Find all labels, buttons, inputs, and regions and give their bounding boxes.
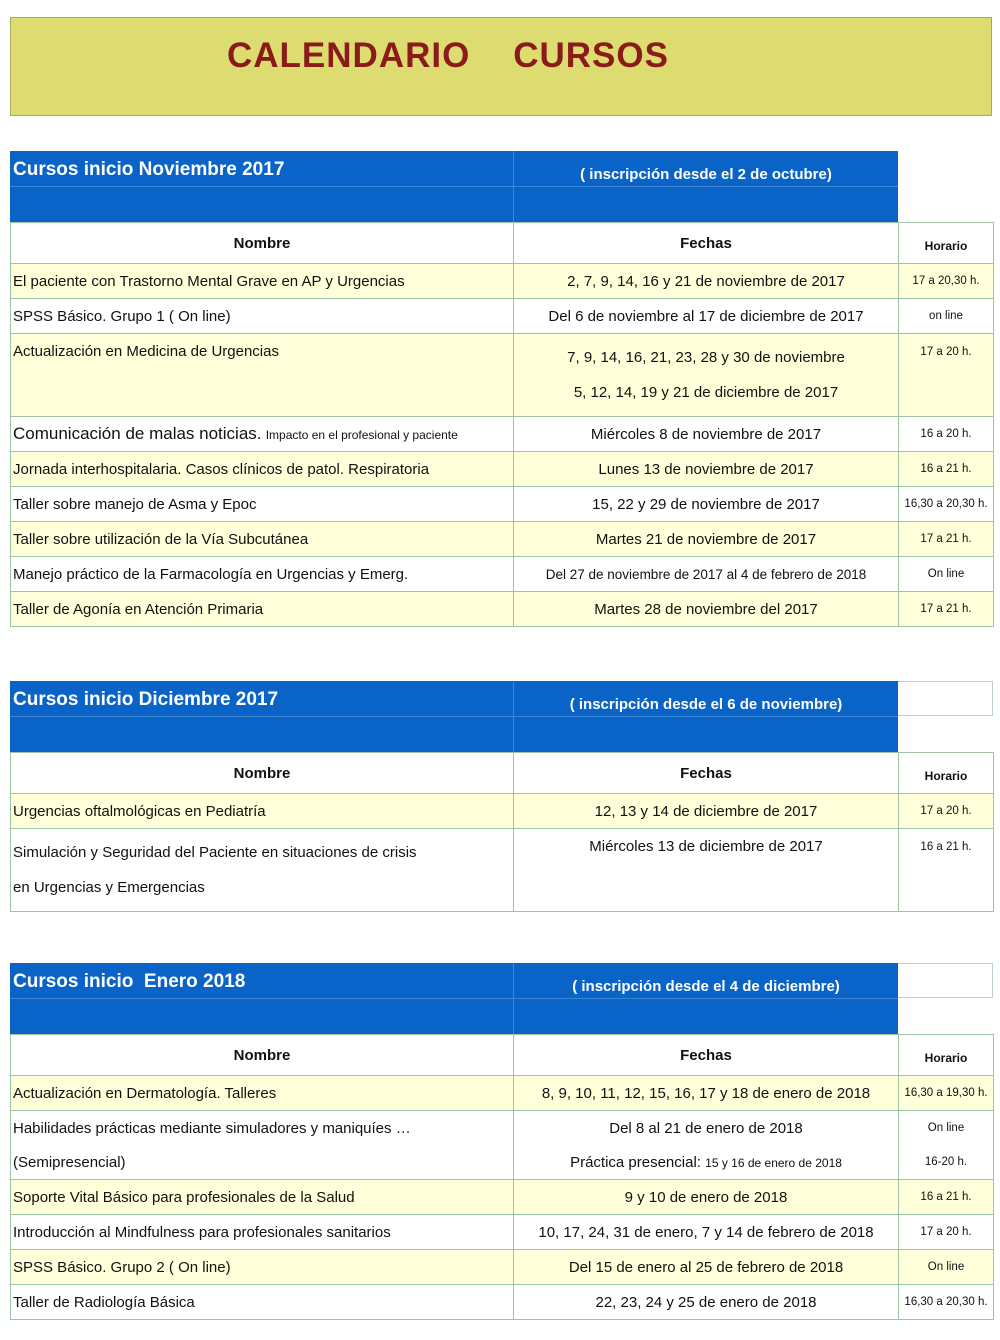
course-schedule: 16,30 a 19,30 h. xyxy=(899,1076,994,1111)
course-dates: Martes 28 de noviembre del 2017 xyxy=(514,592,899,627)
course-name: SPSS Básico. Grupo 1 ( On line) xyxy=(11,299,514,334)
table-row xyxy=(11,264,994,299)
course-dates: Del 6 de noviembre al 17 de diciembre de 2017 xyxy=(514,299,899,334)
course-schedule: 16,30 a 20,30 h. xyxy=(899,1285,994,1320)
course-dates xyxy=(514,334,899,417)
column-header-horario: Horario xyxy=(899,1035,994,1076)
course-name: Taller sobre utilización de la Vía Subcutánea xyxy=(11,522,514,557)
courses-table xyxy=(10,752,994,912)
course-dates: 12, 13 y 14 de diciembre de 2017 xyxy=(514,794,899,829)
course-name: Actualización en Dermatología. Talleres xyxy=(11,1076,514,1111)
column-header-fechas: Fechas xyxy=(514,223,899,264)
table-row xyxy=(11,592,994,627)
course-name: Soporte Vital Básico para profesionales de la Salud xyxy=(11,1180,514,1215)
inscripcion-note: ( inscripción desde el 4 de diciembre) xyxy=(572,978,840,995)
column-header-horario: Horario xyxy=(899,753,994,794)
course-schedule: 17 a 20 h. xyxy=(899,334,994,417)
section-heading: Cursos inicio Enero 2018 xyxy=(13,971,246,992)
courses-table xyxy=(10,222,994,627)
table-row xyxy=(11,1111,994,1146)
course-name: El paciente con Trastorno Mental Grave en AP y Urgencias xyxy=(11,264,514,299)
table-row xyxy=(11,334,994,417)
course-name: Taller de Agonía en Atención Primaria xyxy=(11,592,514,627)
course-dates-line1: 7, 9, 14, 16, 21, 23, 28 y 30 de noviembre xyxy=(567,349,845,366)
table-row xyxy=(11,557,994,592)
course-name-line1: Simulación y Seguridad del Paciente en situaciones de crisis xyxy=(13,844,417,861)
course-schedule: On line xyxy=(899,557,994,592)
course-dates: 9 y 10 de enero de 2018 xyxy=(514,1180,899,1215)
course-dates xyxy=(514,1145,899,1180)
column-header-nombre: Nombre xyxy=(11,753,514,794)
course-name: Habilidades prácticas mediante simuladores y maniquíes … xyxy=(11,1111,514,1146)
column-header-horario: Horario xyxy=(899,223,994,264)
section-header xyxy=(10,681,994,752)
course-name: SPSS Básico. Grupo 2 ( On line) xyxy=(11,1250,514,1285)
section-noviembre xyxy=(10,151,994,627)
course-schedule: 17 a 20 h. xyxy=(899,794,994,829)
course-dates: Del 15 de enero al 25 de febrero de 2018 xyxy=(514,1250,899,1285)
table-row xyxy=(11,487,994,522)
course-schedule: 17 a 21 h. xyxy=(899,522,994,557)
table-header-row xyxy=(11,1035,994,1076)
courses-table xyxy=(10,1034,994,1320)
section-heading: Cursos inicio Noviembre 2017 xyxy=(13,159,285,180)
course-schedule: 17 a 21 h. xyxy=(899,592,994,627)
table-row xyxy=(11,1145,994,1180)
table-row xyxy=(11,1250,994,1285)
page-title: CALENDARIO CURSOS xyxy=(227,36,669,75)
course-schedule: 16 a 21 h. xyxy=(899,1180,994,1215)
course-name: Taller de Radiología Básica xyxy=(11,1285,514,1320)
table-row xyxy=(11,522,994,557)
course-schedule: 16-20 h. xyxy=(899,1145,994,1180)
table-row xyxy=(11,417,994,452)
course-schedule: on line xyxy=(899,299,994,334)
course-schedule: 16 a 21 h. xyxy=(899,452,994,487)
column-header-fechas: Fechas xyxy=(514,753,899,794)
table-header-row xyxy=(11,753,994,794)
course-name-subtitle: Impacto en el profesional y paciente xyxy=(265,428,458,442)
course-dates: Martes 21 de noviembre de 2017 xyxy=(514,522,899,557)
course-name: Actualización en Medicina de Urgencias xyxy=(11,334,514,417)
table-row xyxy=(11,794,994,829)
course-dates: Lunes 13 de noviembre de 2017 xyxy=(514,452,899,487)
section-diciembre xyxy=(10,681,994,912)
course-schedule: 16 a 21 h. xyxy=(899,829,994,912)
course-name: Jornada interhospitalaria. Casos clínicos de patol. Respiratoria xyxy=(11,452,514,487)
column-header-nombre: Nombre xyxy=(11,1035,514,1076)
course-dates-line2: 5, 12, 14, 19 y 21 de diciembre de 2017 xyxy=(573,384,839,401)
course-dates: 10, 17, 24, 31 de enero, 7 y 14 de febrero de 2018 xyxy=(514,1215,899,1250)
section-heading: Cursos inicio Diciembre 2017 xyxy=(13,689,279,710)
course-schedule: On line xyxy=(899,1111,994,1146)
course-name-line2: en Urgencias y Emergencias xyxy=(13,879,205,896)
table-row xyxy=(11,1076,994,1111)
table-row xyxy=(11,299,994,334)
table-row xyxy=(11,1285,994,1320)
column-header-nombre: Nombre xyxy=(11,223,514,264)
column-header-fechas: Fechas xyxy=(514,1035,899,1076)
course-dates-main: Práctica presencial: xyxy=(570,1153,701,1171)
course-schedule: 16,30 a 20,30 h. xyxy=(899,487,994,522)
course-dates: Del 27 de noviembre de 2017 al 4 de febrero de 2018 xyxy=(514,557,899,592)
title-banner xyxy=(10,17,992,116)
table-row xyxy=(11,1180,994,1215)
course-name: Introducción al Mindfulness para profesionales sanitarios xyxy=(11,1215,514,1250)
course-dates: 2, 7, 9, 14, 16 y 21 de noviembre de 2017 xyxy=(514,264,899,299)
course-name xyxy=(11,829,514,912)
course-dates: 22, 23, 24 y 25 de enero de 2018 xyxy=(514,1285,899,1320)
course-dates-detail: 15 y 16 de enero de 2018 xyxy=(705,1155,842,1170)
course-name xyxy=(11,417,514,452)
course-schedule: 17 a 20 h. xyxy=(899,1215,994,1250)
course-schedule: 17 a 20,30 h. xyxy=(899,264,994,299)
course-name-main: Comunicación de malas noticias. xyxy=(13,424,262,443)
section-header xyxy=(10,151,994,222)
course-dates: 8, 9, 10, 11, 12, 15, 16, 17 y 18 de enero de 2018 xyxy=(514,1076,899,1111)
table-row xyxy=(11,1215,994,1250)
course-dates: Miércoles 8 de noviembre de 2017 xyxy=(514,417,899,452)
table-row xyxy=(11,829,994,912)
inscripcion-note: ( inscripción desde el 2 de octubre) xyxy=(580,166,832,183)
table-row xyxy=(11,452,994,487)
course-name: Urgencias oftalmológicas en Pediatría xyxy=(11,794,514,829)
course-dates: Miércoles 13 de diciembre de 2017 xyxy=(514,829,899,912)
inscripcion-note: ( inscripción desde el 6 de noviembre) xyxy=(569,696,843,713)
section-header xyxy=(10,963,994,1034)
course-schedule: On line xyxy=(899,1250,994,1285)
course-name: (Semipresencial) xyxy=(11,1145,514,1180)
course-dates: Del 8 al 21 de enero de 2018 xyxy=(514,1111,899,1146)
course-dates: 15, 22 y 29 de noviembre de 2017 xyxy=(514,487,899,522)
course-schedule: 16 a 20 h. xyxy=(899,417,994,452)
section-enero xyxy=(10,963,994,1320)
course-name: Manejo práctico de la Farmacología en Urgencias y Emerg. xyxy=(11,557,514,592)
course-name: Taller sobre manejo de Asma y Epoc xyxy=(11,487,514,522)
table-header-row xyxy=(11,223,994,264)
